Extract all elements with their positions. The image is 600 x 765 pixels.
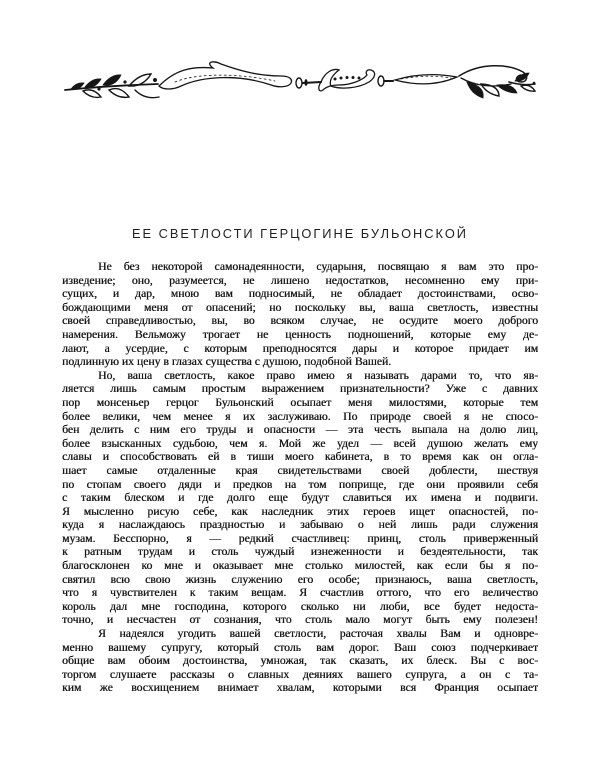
paragraph	[62, 627, 538, 695]
text-line: более взысканных судьбою, чем я. Мой же удел — всей душою желать ему	[62, 436, 538, 450]
text-line: ким же восхищением внимает хвалам, которыми вся Франция осыпает	[62, 681, 538, 695]
text-line: подлинную их цену в глазах существа с душою, подобной Вашей.	[62, 355, 392, 369]
text-line: сущих, и дар, мною вам подносимый, не обладает достоинствами, осво-	[62, 287, 538, 301]
text-line: что я чувствителен к таким вещам. Я счастлив оттого, что его величество	[62, 586, 538, 600]
text-line: лают, а усердие, с которым преподносятся дары и которое придает им	[62, 341, 538, 355]
text-line: король дал мне господина, которого сколько ни люби, все будет недоста-	[62, 599, 538, 613]
text-line: славы и способствовать ей в тиши моего кабинета, в то время как он огла-	[62, 450, 538, 464]
text-line: шает самые отдаленные края свидетельствами своей доблести, шествуя	[62, 463, 538, 477]
text-line: бен делить с ним его труды и опасности — эта честь выпала на долю лиц,	[62, 423, 538, 437]
text-line: пор монсеньер герцог Бульонский осыпает меня милостями, которые тем	[62, 395, 538, 409]
text-line: святил всю свою жизнь служению его особе; признаюсь, ваша светлость,	[62, 572, 538, 586]
text-line: ляется лишь самым простым выражением признательности? Уже с давних	[62, 382, 538, 396]
text-line: менно вашему супругу, который столь вам дорог. Ваш союз подчеркивает	[62, 640, 538, 654]
floral-rule-ornament	[63, 60, 537, 108]
text-line: Я надеялся угодить вашей светлости, расточая хвалы Вам и одновре-	[98, 627, 538, 641]
text-line: Я мысленно рисую себе, как наследник этих героев ищет опасностей, по-	[62, 504, 538, 518]
page-title: ЕЕ СВЕТЛОСТИ ГЕРЦОГИНЕ БУЛЬОНСКОЙ	[131, 226, 469, 241]
text-line: благосклонен ко мне и оказывает мне столько милостей, как если бы я по-	[62, 559, 538, 573]
paragraph	[62, 369, 538, 627]
text-line: точно, и несчастен от сознания, что столь мало могут быть ему полезен!	[62, 613, 538, 627]
text-line: общие вам обоим достоинства, умножая, так сказать, их блеск. Вы с вос-	[62, 654, 538, 668]
text-line: Не без некоторой самонадеянности, сударыня, посвящаю я вам это про-	[98, 260, 538, 273]
text-line: намерения. Вельможу трогает не ценность подношений, которые ему де-	[62, 327, 538, 341]
text-line: более велики, чем менее я их заслуживаю. По природе своей я не спосо-	[62, 409, 538, 423]
text-line: к ратным трудам и столь чуждый изнеженности и бездеятельности, так	[62, 545, 538, 559]
text-line: с таким блеском и где долго еще будут славиться их имена и подвиги.	[62, 491, 538, 505]
text-line: куда я наслаждаюсь праздностью и забываю о ней лишь ради служения	[62, 518, 538, 532]
text-line: торгом слушаете рассказы о славных деяниях вашего супруга, а он с та-	[62, 667, 538, 681]
text-line: музам. Бесспорно, я — редкий счастливец: принц, столь приверженный	[62, 531, 538, 545]
body-text	[62, 260, 538, 695]
paragraph	[62, 260, 538, 369]
text-line: по стопам своего дяди и предков на том поприще, где они проявили себя	[62, 477, 538, 491]
text-line: бождающими меня от опасений; но поскольку вы, ваша светлость, известны	[62, 300, 538, 314]
text-line: изведение; оно, разумеется, не лишено недостатков, несомненно ему при-	[62, 273, 538, 287]
text-line: Но, ваша светлость, какое право имею я называть дарами то, что яв-	[98, 368, 538, 382]
text-line: своей справедливостью, вы, во всяком случае, не осудите моего доброго	[62, 314, 538, 328]
